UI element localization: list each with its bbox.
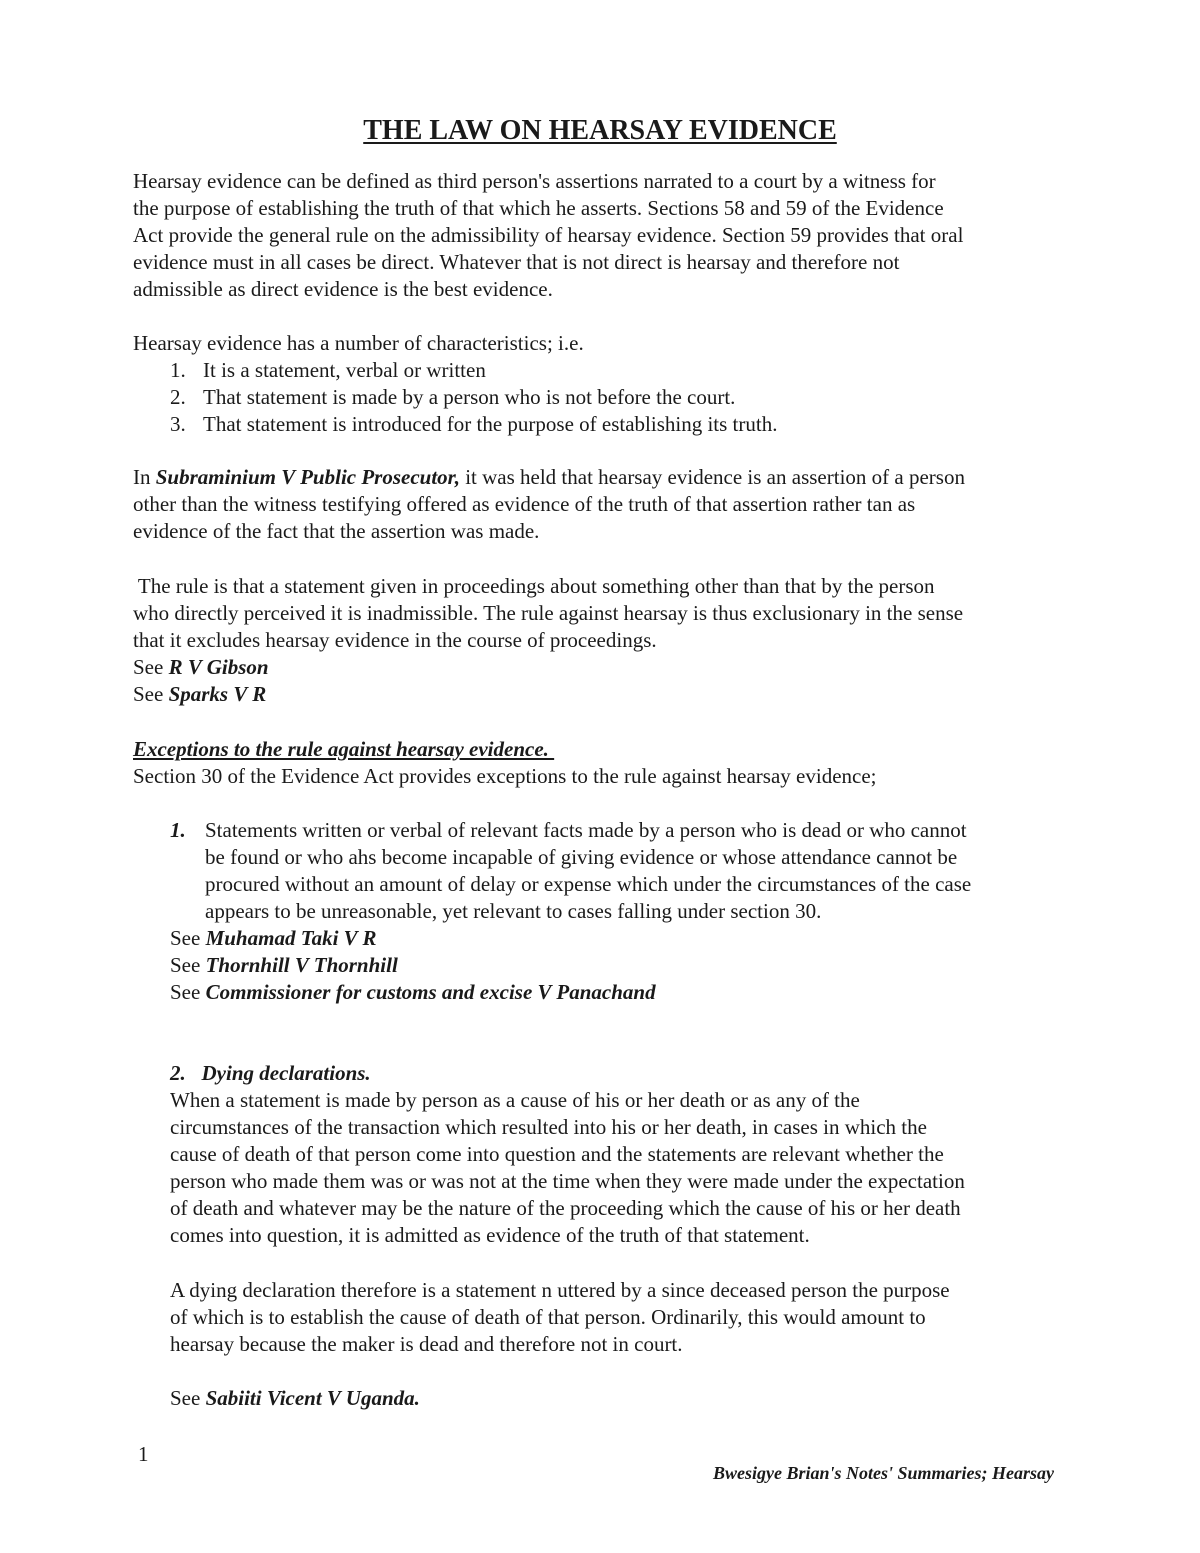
exception-line: procured without an amount of delay or expense which under the circumstances of the case xyxy=(205,872,972,896)
see-prefix: See xyxy=(133,655,169,679)
section-heading: Exceptions to the rule against hearsay evidence. xyxy=(133,737,555,761)
subraminium-line: other than the witness testifying offered as evidence of the truth of that assertion rather tan as xyxy=(133,492,916,516)
definition-line: A dying declaration therefore is a statement n uttered by a since deceased person the purpose xyxy=(170,1278,950,1302)
list-text: That statement is made by a person who is not before the court. xyxy=(203,385,736,409)
list-text: It is a statement, verbal or written xyxy=(203,358,486,382)
intro-line: the purpose of establishing the truth of that which he asserts. Sections 58 and 59 of the Evidence xyxy=(133,196,944,220)
exceptions-intro: Section 30 of the Evidence Act provides exceptions to the rule against hearsay evidence; xyxy=(133,764,877,788)
list-number: 1. xyxy=(170,818,186,842)
rule-line: that it excludes hearsay evidence in the course of proceedings. xyxy=(133,628,657,652)
case-citation: R V Gibson xyxy=(168,655,269,679)
list-item xyxy=(133,384,1078,411)
exception-item-1 xyxy=(170,817,1070,925)
text-run: it was held that hearsay evidence is an assertion of a person xyxy=(459,465,965,489)
exception-line: cause of death of that person come into question and the statements are relevant whether the xyxy=(170,1142,944,1166)
exception-line: of death and whatever may be the nature of the proceeding which the cause of his or her death xyxy=(170,1196,961,1220)
exception-item-2 xyxy=(170,1060,1070,1249)
case-citation: Sabiiti Vicent V Uganda. xyxy=(205,1386,420,1410)
intro-line: admissible as direct evidence is the best evidence. xyxy=(133,277,553,301)
exception-line: person who made them was or was not at the time when they were made under the expectation xyxy=(170,1169,965,1193)
case-citation: Subraminium V Public Prosecutor, xyxy=(155,465,460,489)
intro-line: Hearsay evidence can be defined as third person's assertions narrated to a court by a witness for xyxy=(133,169,936,193)
case-citation: Thornhill V Thornhill xyxy=(205,953,398,977)
case-citation: Muhamad Taki V R xyxy=(205,926,377,950)
subsection-heading: 2. Dying declarations. xyxy=(170,1061,371,1085)
definition-line: of which is to establish the cause of death of that person. Ordinarily, this would amount to xyxy=(170,1305,926,1329)
case-citation: Sparks V R xyxy=(168,682,267,706)
exception-line: be found or who ahs become incapable of giving evidence or whose attendance cannot be xyxy=(205,845,958,869)
list-item xyxy=(133,411,1078,438)
page-title: THE LAW ON HEARSAY EVIDENCE xyxy=(363,115,837,146)
definition-line: hearsay because the maker is dead and therefore not in court. xyxy=(170,1332,683,1356)
text-run: In xyxy=(133,465,156,489)
exception-line: comes into question, it is admitted as evidence of the truth of that statement. xyxy=(170,1223,810,1247)
see-prefix: See xyxy=(170,1386,206,1410)
rule-line: who directly perceived it is inadmissible. The rule against hearsay is thus exclusionary in the sense xyxy=(133,601,964,625)
list-number: 2. xyxy=(170,385,186,409)
intro-line: Act provide the general rule on the admissibility of hearsay evidence. Section 59 provides that oral xyxy=(133,223,964,247)
list-item xyxy=(133,357,1078,384)
characteristics-lead-text: Hearsay evidence has a number of characteristics; i.e. xyxy=(133,331,584,355)
see-line xyxy=(170,979,1070,1006)
exception-line: circumstances of the transaction which resulted into his or her death, in cases in which the xyxy=(170,1115,927,1139)
intro-paragraph xyxy=(133,168,1078,303)
exception-line: Statements written or verbal of relevant facts made by a person who is dead or who cannot xyxy=(205,818,967,842)
subraminium-line: evidence of the fact that the assertion was made. xyxy=(133,519,540,543)
see-line xyxy=(133,654,1078,681)
rule-line: The rule is that a statement given in proceedings about something other than that by the person xyxy=(133,574,935,598)
see-line xyxy=(170,1385,1070,1412)
subraminium-line xyxy=(133,464,1078,491)
list-number: 1. xyxy=(170,358,186,382)
see-prefix: See xyxy=(133,682,169,706)
see-prefix: See xyxy=(170,980,206,1004)
rule-paragraph xyxy=(133,573,1078,708)
see-line xyxy=(170,925,1070,952)
characteristics-lead xyxy=(133,330,1078,357)
case-citation: Commissioner for customs and excise V Panachand xyxy=(205,980,656,1004)
page-footer: Bwesigye Brian's Notes' Summaries; Hearsay xyxy=(712,1463,1054,1483)
see-line xyxy=(133,681,1078,708)
see-prefix: See xyxy=(170,953,206,977)
exception-1-see-list xyxy=(170,925,1070,1006)
page-number: 1 xyxy=(138,1442,149,1466)
subraminium-paragraph xyxy=(133,464,1078,545)
list-text: That statement is introduced for the purpose of establishing its truth. xyxy=(203,412,778,436)
exception-2-see xyxy=(170,1385,1070,1412)
list-number: 3. xyxy=(170,412,186,436)
see-prefix: See xyxy=(170,926,206,950)
exception-line: When a statement is made by person as a cause of his or her death or as any of the xyxy=(170,1088,860,1112)
exceptions-section xyxy=(133,736,1078,790)
characteristics-list xyxy=(133,357,1078,438)
dying-declaration-definition xyxy=(170,1277,1070,1358)
exception-line: appears to be unreasonable, yet relevant to cases falling under section 30. xyxy=(205,899,822,923)
see-line xyxy=(170,952,1070,979)
intro-line: evidence must in all cases be direct. Whatever that is not direct is hearsay and therefore not xyxy=(133,250,900,274)
